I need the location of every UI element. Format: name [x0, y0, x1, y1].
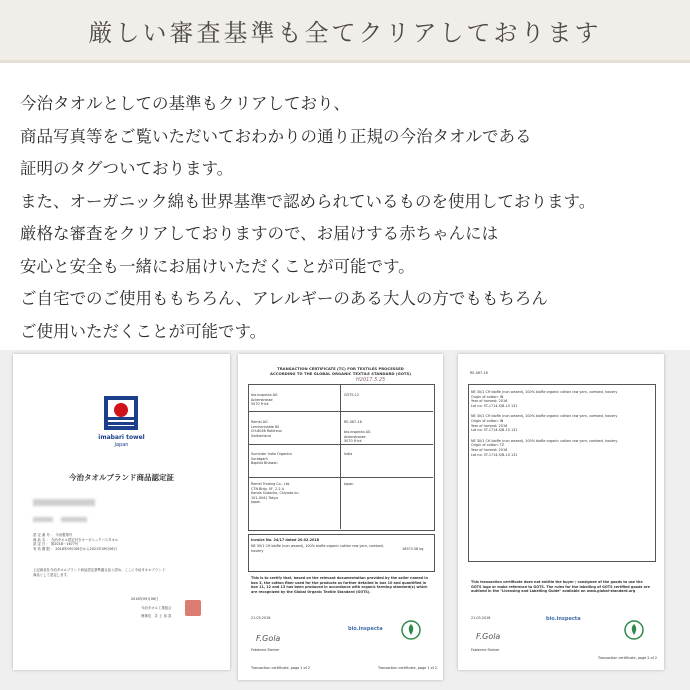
description-line: ご使用いただくことが可能です。	[20, 321, 267, 341]
page-footer: Transaction certificate, page 1 of 2	[251, 666, 311, 670]
certificate-details: 認 定 番 号 ： 今治製第号 商 品 名 ： 今治タオル認定付きオーガニックバスタオル 認 定 日 ： 第2018－1677号 有 効 期 限 ： 2018年09月06日から2021年09月06日	[33, 533, 119, 551]
imabari-certificate	[13, 354, 230, 670]
country-of-destination: Japan	[344, 482, 354, 486]
seller-license: RE-067-16	[344, 420, 362, 424]
description-line: また、オーガニック綿も世界基準で認められているものを使用しております。	[20, 191, 596, 211]
header-bar	[0, 0, 690, 60]
description-line: 商品写真等をご覧いただいておわかりの通り正規の今治タオルである	[20, 126, 532, 146]
gross-weight: 16973.58 kg	[402, 547, 424, 551]
certificate-reference: RE-067-16	[470, 371, 488, 375]
seal-stamp-icon	[185, 600, 201, 616]
product-entries: NE 30/1 CH bioRe (non waxed), 100% bioRe organic cotton raw yarn, combed, hosiery Origin of cotton: IN Year of harvest: 2016 Lot no: 5T-1714-S/B-10 131 NE 30/1 CH bioRe (non waxed), 100% bioRe organic cotton raw yarn, combed, hosiery Origin of cotton: IN Year of harvest: 2016 Lot no: 5T-1714-S/B-10 131 NE 30/1 CH bioRe (non waxed), 100% bioRe organic cotton raw yarn, combed, hosiery Origin of cotton: TZ Year of harvest: 2016 Lot no: 5T-1714-S/B-10 131	[471, 390, 618, 457]
logo-text: imabari towel	[98, 434, 145, 441]
gots-certificate-page-1	[238, 354, 443, 680]
certificate-gallery	[0, 350, 690, 690]
bio-inspecta-logo: bio.inspecta	[348, 626, 383, 632]
issue-date: 2018年09月06日	[131, 597, 159, 601]
description-line: 厳格な審査をクリアしておりますので、お届けする赤ちゃんには	[20, 224, 499, 243]
signature: F.Gola	[476, 632, 501, 641]
description-line: 安心と安全も一緒にお届けいただくことが可能です。	[20, 256, 415, 276]
certification-statement: This is to certify that, based on the relevant documentation provided by the seller named in box 3, the cotton fiber used for the products as further detailed in box 10 and quantified in box 11, 12 and 13 has been produced in accordance with organic farming standard(s) which are recognized by the Global Organic Textile Standard (GOTS).	[251, 576, 428, 594]
gots-certificate-page-2	[458, 354, 664, 670]
seller: Remei AG Lerchenhalde 80 CH-8046 Rotkreuz Switzerland	[251, 420, 282, 438]
product-description: NE 30/1 CH bioRe (non waxed), 100% bioRe organic cotton raw yarn, combed, hosiery	[251, 544, 384, 553]
place-and-date: 21.03.2018	[471, 616, 491, 620]
certificate-title: TRANSACTION CERTIFICATE (TC) FOR TEXTILES PROCESSED ACCORDING TO THE GLOBAL ORGANIC TEXTILE STANDARD (GOTS)	[270, 366, 411, 376]
description-line: 今治タオルとしての基準もクリアしており、	[20, 94, 350, 113]
page-title: 厳しい審査基準も全てクリアしております	[88, 18, 602, 47]
signer-name: Fabienne Steiner	[251, 648, 280, 652]
page-footer: Transaction certificate, page 1 of 2	[378, 666, 438, 670]
gots-logo-icon	[401, 620, 421, 640]
buyer: Remei Trading Co., Ltd. CTN Bldg. 5F, 2-2-4 Kanda Sudacho, Chiyoda-ku 101-0041 Tokyo Japan	[251, 482, 299, 505]
issuer-name: 今治タオル工業組合	[141, 606, 172, 610]
signer-name: Fabienne Steiner	[471, 648, 500, 652]
description-text	[20, 88, 680, 348]
redacted-field	[33, 499, 95, 506]
invoice: Invoice No. 24/17 dated 20.02.2018	[251, 538, 320, 542]
chairman-name: 理事長 井 上 裕 喜	[141, 614, 172, 618]
description-line: ご自宅でのご使用ももちろん、アレルギーのある大人の方でももちろん	[20, 289, 548, 308]
page-footer: Transaction certificate, page 2 of 2	[598, 656, 658, 660]
imabari-logo-icon	[104, 396, 138, 430]
bio-inspecta-logo: bio.inspecta	[546, 616, 581, 622]
gots-logo-icon	[624, 620, 644, 640]
certification-body: bio.inspecta AG Ackerstrasse 5070 Frick	[251, 393, 278, 407]
logo-subtext: Japan	[114, 442, 129, 448]
certificate-title: 今治タオルブランド商品認定証	[69, 473, 174, 482]
redacted-field	[61, 517, 87, 522]
description-line: 証明のタグついております。	[20, 159, 234, 178]
redacted-field	[33, 517, 53, 522]
license-number: GOTS-12	[344, 393, 360, 397]
producer: Suminter India Organics Suratgarh Baptist Bhawan	[251, 452, 292, 466]
inspection-body: bio.inspecta AG Ackerstrasse 5070 Frick	[344, 430, 371, 444]
signature: F.Gola	[256, 634, 281, 643]
handwritten-stamp: H2017.5.25	[356, 377, 386, 383]
place-and-date: 21.03.2018	[251, 616, 271, 620]
country-of-dispatch: India	[344, 452, 353, 456]
certificate-statement: 上記商品を今治タオルブランド商品認定基準適合品と認め、ここに今治タオルブランド 商品として認定します。	[33, 568, 166, 577]
header-divider	[0, 60, 690, 63]
certification-statement: This transaction certificate does not entitle the buyer / consignee of the goods to use the GOTS logo or make reference to GOTS. The rules for the labelling of GOTS certified goods are outlined in the "Licensing and Labelling Guide" available on www.global-standard.org	[471, 580, 650, 594]
